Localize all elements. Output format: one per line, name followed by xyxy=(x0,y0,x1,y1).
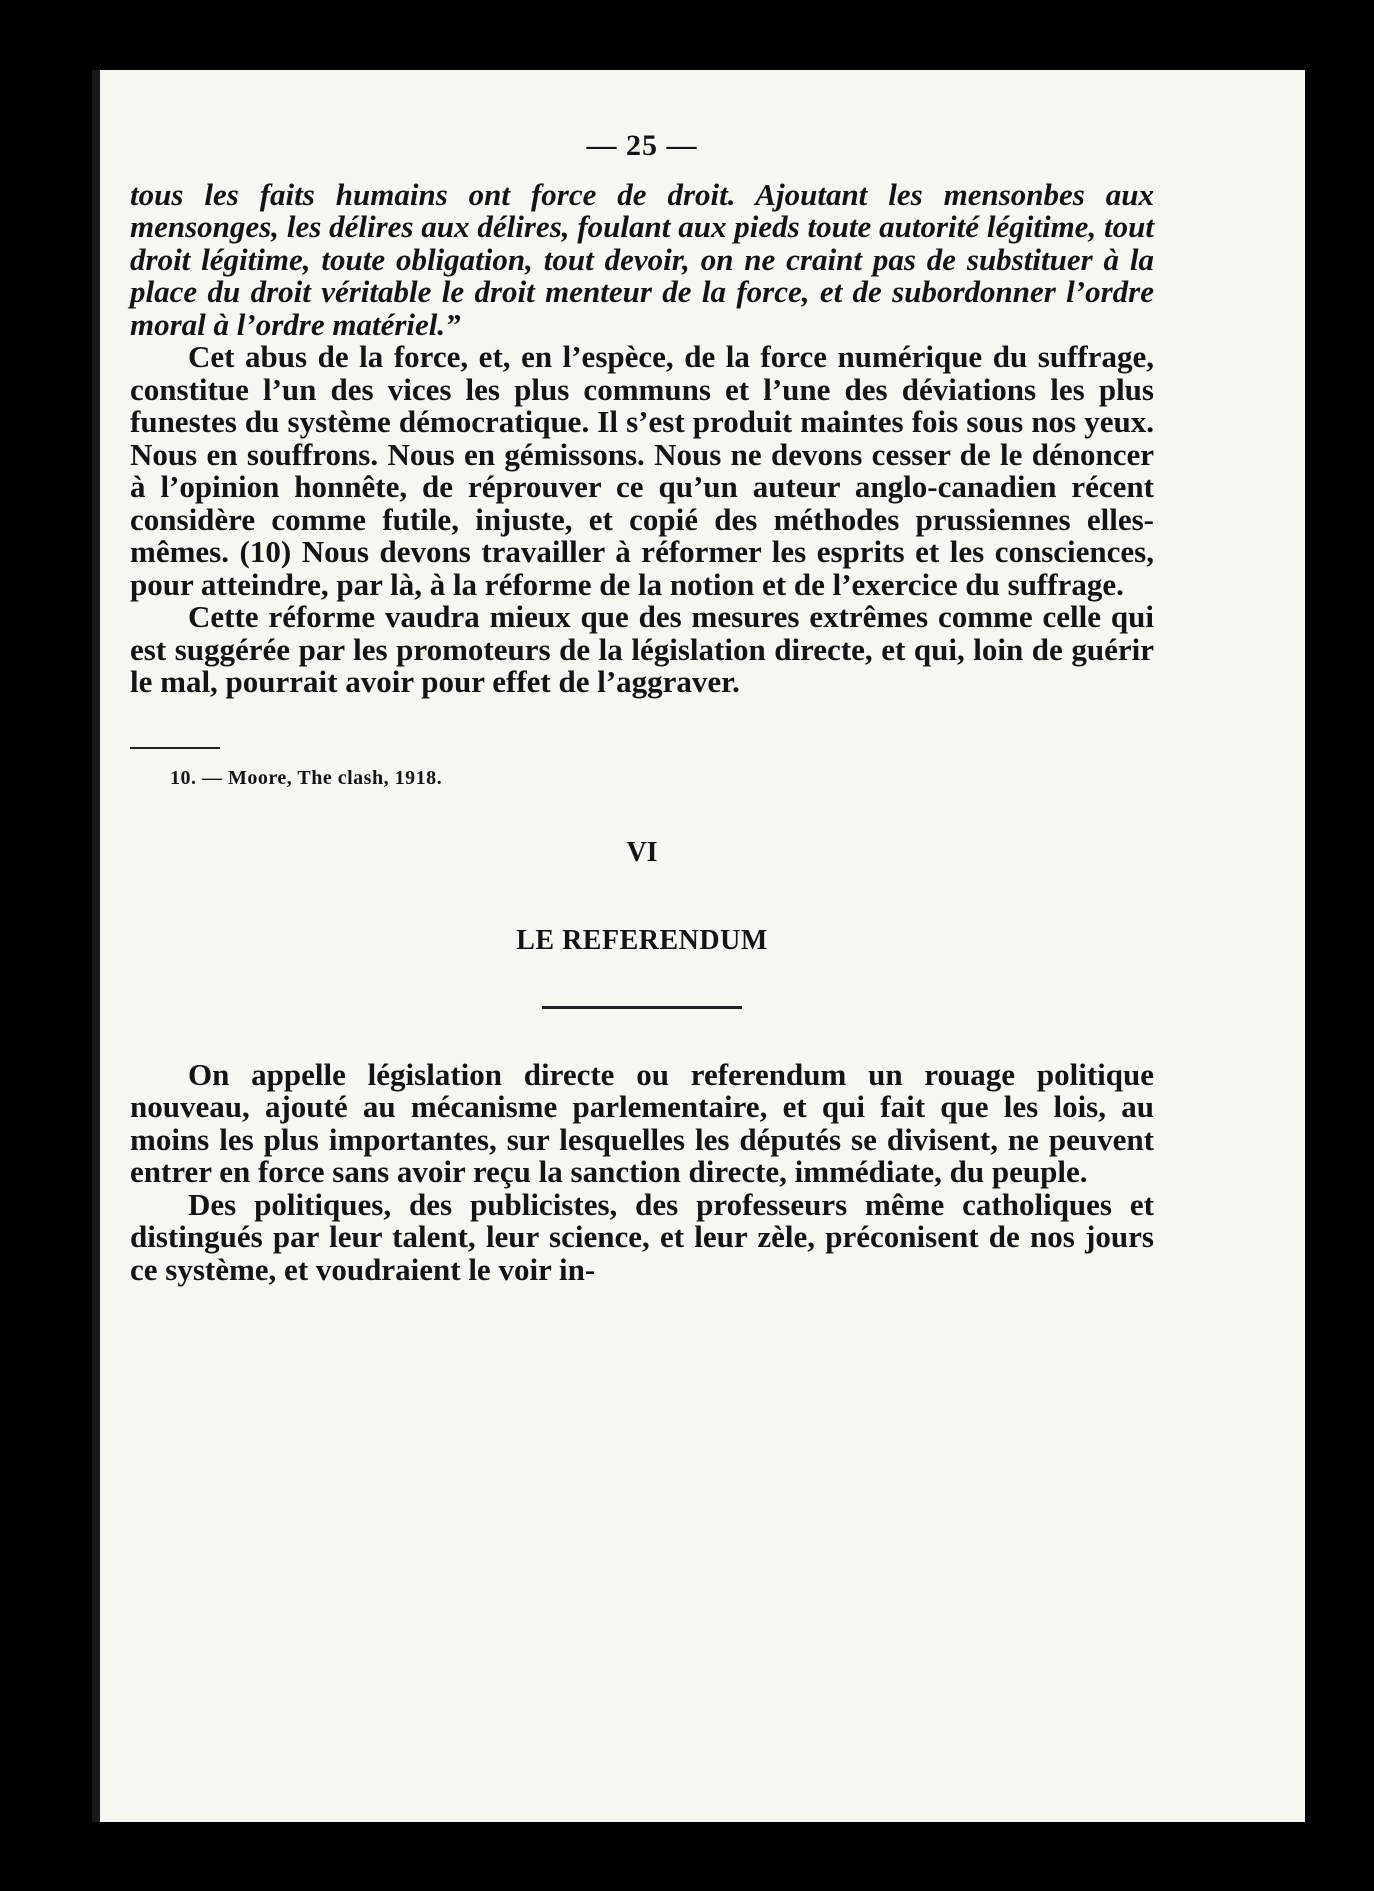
section-number: VI xyxy=(626,836,658,868)
footnote-divider xyxy=(130,747,220,749)
section-paragraph: Des politiques, des publicistes, des professeurs même catholiques et distingués par leur talent, leur science, et leur zèle, préconisent de nos jours ce système, et voudraient le voir in- xyxy=(130,1186,1154,1287)
section-paragraph: On appelle législation directe ou referendum un rouage politique nouveau, ajouté au mécanisme parlementaire, et qui fait que les lois, au moins les plus importantes, sur lesquelles les députés se divisent, ne peuvent entrer en force sans avoir reçu la sanction directe, immédiate, du peuple. xyxy=(130,1056,1154,1189)
body-paragraph: Cette réforme vaudra mieux que des mesures extrêmes comme celle qui est suggérée par les promoteurs de la législation directe, et qui, loin de guérir le mal, pourrait avoir pour effet de l’aggraver. xyxy=(130,599,1154,699)
page-number: — 25 — xyxy=(586,129,698,162)
footnote: 10. — Moore, The clash, 1918. xyxy=(170,766,443,789)
section-divider xyxy=(542,1006,742,1009)
body-paragraph: Cet abus de la force, et, en l’espèce, de la force numérique du suffrage, constitue l’un des vices les plus communs et l’une des déviations les plus funestes du système démocratique. Il s’est produit maintes fois sous nos yeux. Nous en souffrons. Nous en gémissons. Nous ne devons cesser de le dénoncer à l’opinion honnête, de réprouver ce qu’un auteur anglo-canadien récent considère comme futile, injuste, et copié des méthodes prussiennes elles-mêmes. (10) Nous devons travailler à réformer les esprits et les consciences, pour atteindre, par là, à la réforme de la notion et de l’exercice du suffrage. xyxy=(130,339,1154,602)
page-content xyxy=(130,130,1154,1286)
page-spine-edge xyxy=(92,70,100,1822)
quote-continuation: tous les faits humains ont force de droit. Ajoutant les mensonbes aux mensonges, les délires aux délires, foulant aux pieds toute autorité légitime, tout droit légitime, toute obligation, tout devoir, on ne craint pas de substituer à la place du droit véritable le droit menteur de la force, et de subordonner l’ordre moral à l’ordre matériel.” xyxy=(130,176,1154,342)
section-title: LE REFERENDUM xyxy=(516,925,768,956)
